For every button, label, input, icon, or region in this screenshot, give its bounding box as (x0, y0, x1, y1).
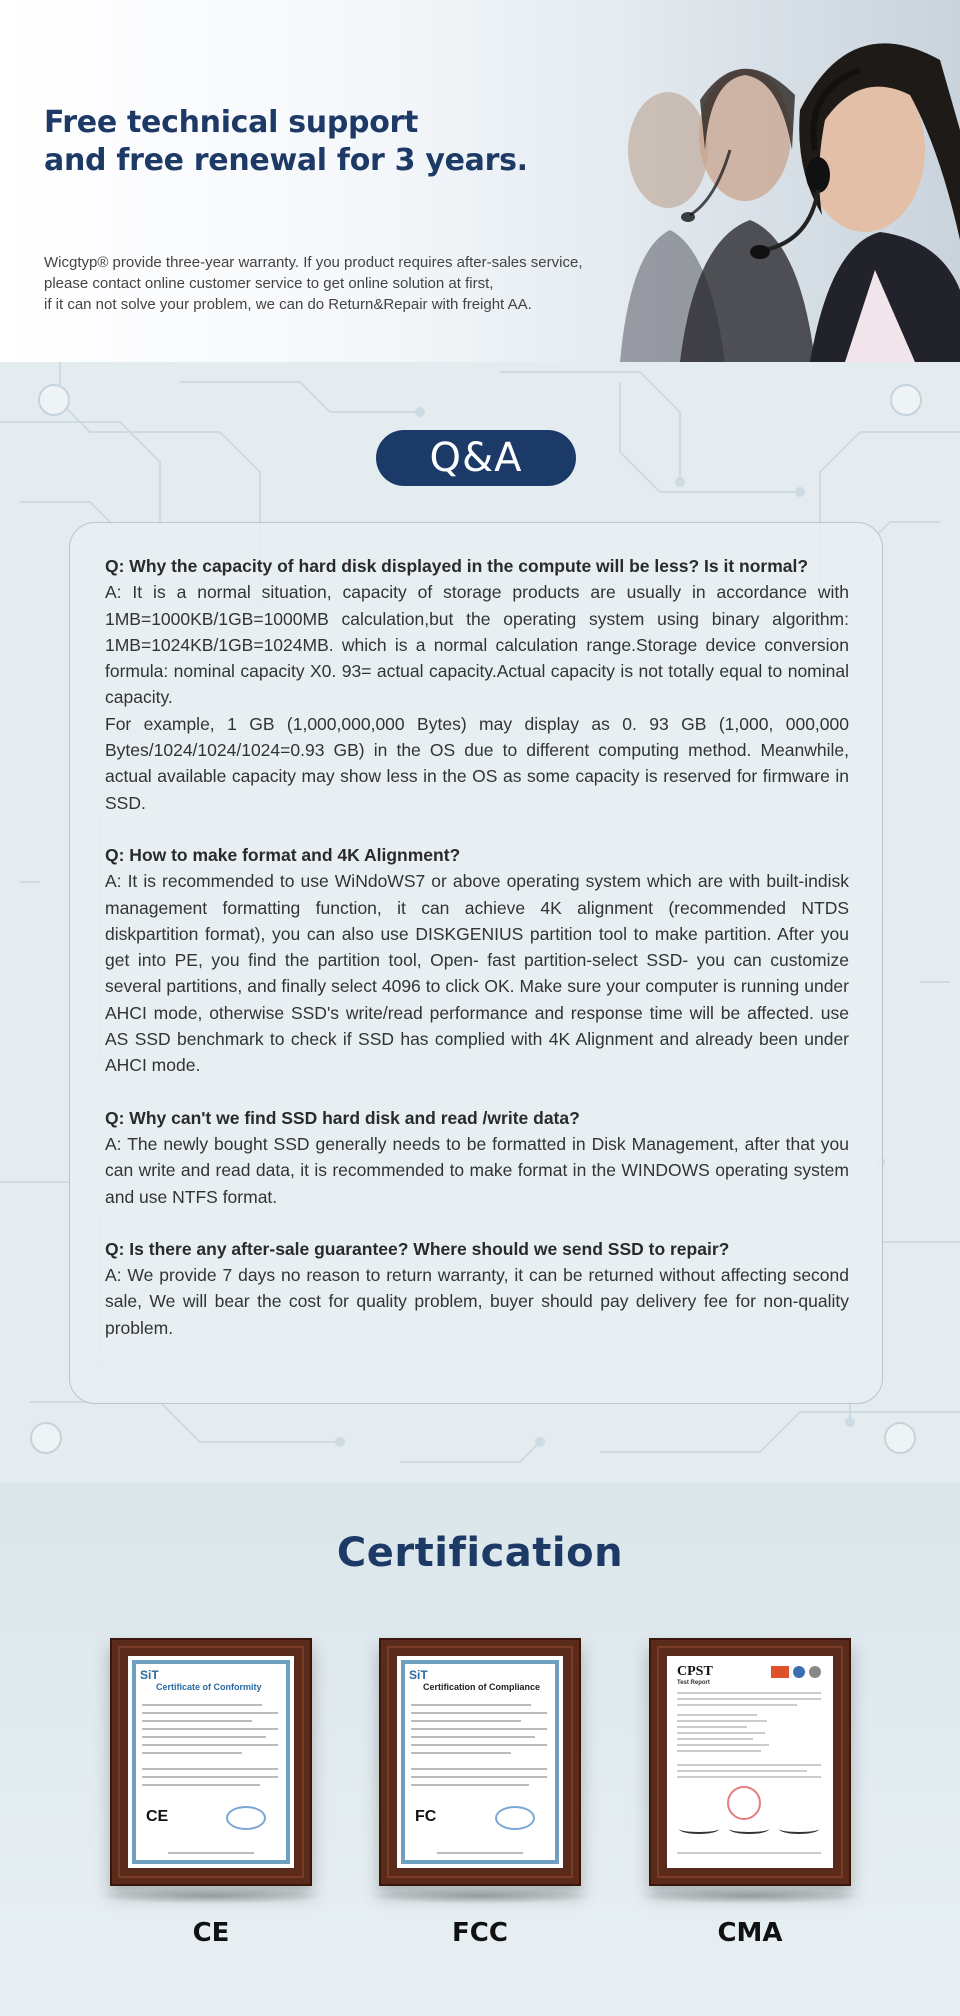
qa-answer: A: The newly bought SSD generally needs to be formatted in Disk Management, after that you can write and read data, it is recommended to make format in the WINDOWS operating system and use NTFS format. (105, 1133, 849, 1207)
certificate-doc-title: Certificate of Conformity (156, 1682, 262, 1692)
stamp-icon (495, 1806, 535, 1830)
cma-logo-icon (771, 1666, 789, 1678)
certificate-doc-title: Certification of Compliance (423, 1682, 541, 1692)
stamp-icon (226, 1806, 266, 1830)
certificate-label-cma: CMA (717, 1918, 783, 1948)
qa-item (105, 842, 849, 1079)
hero-text-line1: Wicgtyp® provide three-year warranty. If you product requires after-sales service, (44, 254, 583, 271)
hero-warranty-text (44, 252, 582, 315)
certificate-frame-cma (649, 1638, 851, 1886)
decorative-hole (884, 1422, 916, 1454)
certification-heading: Certification (336, 1530, 624, 1576)
qa-item (105, 1236, 849, 1341)
certificate-document (667, 1656, 833, 1868)
accreditation-logo-icon (793, 1666, 805, 1678)
frame-shadow (635, 1888, 865, 1904)
qa-answer: A: It is recommended to use WiNdoWS7 or above operating system which are with built-indisk management formatting function, it can achieve 4K alignment (recommended NTDS diskpartition format), you can also use DISKGENIUS partition tool to make partition. After you get into PE, you find the partition tool, Open- fast partition-select SSD- you can customize several partitions, and finally select 4096 to click OK. Make sure your computer is running under AHCI mode, otherwise SSD's write/read performance and response time will be affected. use AS SSD benchmark to check if SSD has complied with 4K Alignment and already been under AHCI mode. (105, 871, 849, 1076)
frame-shadow (96, 1888, 326, 1904)
certificate-document (397, 1656, 563, 1868)
qa-answer-example: For example, 1 GB (1,000,000,000 Bytes) may display as 0. 93 GB (1,000, 000,000 Bytes/1024/1024/1024=0.93 GB) in the OS due to different computing method. Meanwhile, actual available capacity may show less in the OS as some capacity is reserved for firmware in SSD. (105, 713, 849, 813)
qa-question: Q: How to make format and 4K Alignment? (105, 844, 461, 865)
certificate-frame-ce (110, 1638, 312, 1886)
hero-title (44, 104, 528, 180)
accreditation-logo-icon (809, 1666, 821, 1678)
qa-card (69, 522, 883, 1404)
certification-section (0, 1482, 960, 2016)
hero-text-line3: if it can not solve your problem, we can do Return&Repair with freight AA. (44, 296, 532, 313)
qa-section (0, 362, 960, 1482)
hero-title-line2: and free renewal for 3 years. (44, 143, 528, 178)
certificate-frame-fcc (379, 1638, 581, 1886)
red-seal-icon (727, 1786, 761, 1820)
signature-icon (729, 1824, 769, 1834)
qa-item (105, 1105, 849, 1210)
decorative-hole (890, 384, 922, 416)
certificate-brand: SiT (140, 1668, 159, 1682)
certificate-label-fcc: FCC (452, 1918, 508, 1948)
qa-heading: Q&A (376, 430, 576, 486)
qa-item (105, 553, 849, 816)
frame-shadow (365, 1888, 595, 1904)
support-agents-photo (560, 0, 960, 362)
certificate-brand: CPST (677, 1664, 713, 1679)
certificate-doc-title: Test Report (677, 1680, 710, 1686)
qa-list (105, 553, 849, 1367)
signature-icon (779, 1824, 819, 1834)
decorative-hole (30, 1422, 62, 1454)
hero-title-line1: Free technical support (44, 105, 419, 140)
decorative-hole (38, 384, 70, 416)
ce-mark: CE (146, 1808, 169, 1825)
qa-question: Q: Is there any after-sale guarantee? Where should we send SSD to repair? (105, 1238, 730, 1259)
qa-answer: A: We provide 7 days no reason to return warranty, it can be returned without affecting second sale, We will bear the cost for quality problem, buyer should pay delivery fee for non-quality problem. (105, 1265, 849, 1338)
hero-text-line2: please contact online customer service to get online solution at first, (44, 275, 494, 292)
qa-answer: A: It is a normal situation, capacity of storage products are usually in accordance with 1MB=1000KB/1GB=1000MB calculation,but the operating system using binary algorithm: 1MB=1024KB/1GB=1024MB. which is a normal calculation range.Storage device conversion formula: nominal capacity X0. 93= actual capacity.Actual capacity is not totally equal to nominal capacity. (105, 582, 849, 708)
fcc-mark: FC (415, 1808, 437, 1825)
certificate-document (128, 1656, 294, 1868)
qa-question: Q: Why can't we find SSD hard disk and read /write data? (105, 1107, 580, 1128)
certificate-label-ce: CE (192, 1918, 230, 1948)
certificate-brand: SiT (409, 1668, 428, 1682)
qa-question: Q: Why the capacity of hard disk displayed in the compute will be less? Is it normal? (105, 556, 809, 576)
hero-banner (0, 0, 960, 362)
signature-icon (679, 1824, 719, 1834)
